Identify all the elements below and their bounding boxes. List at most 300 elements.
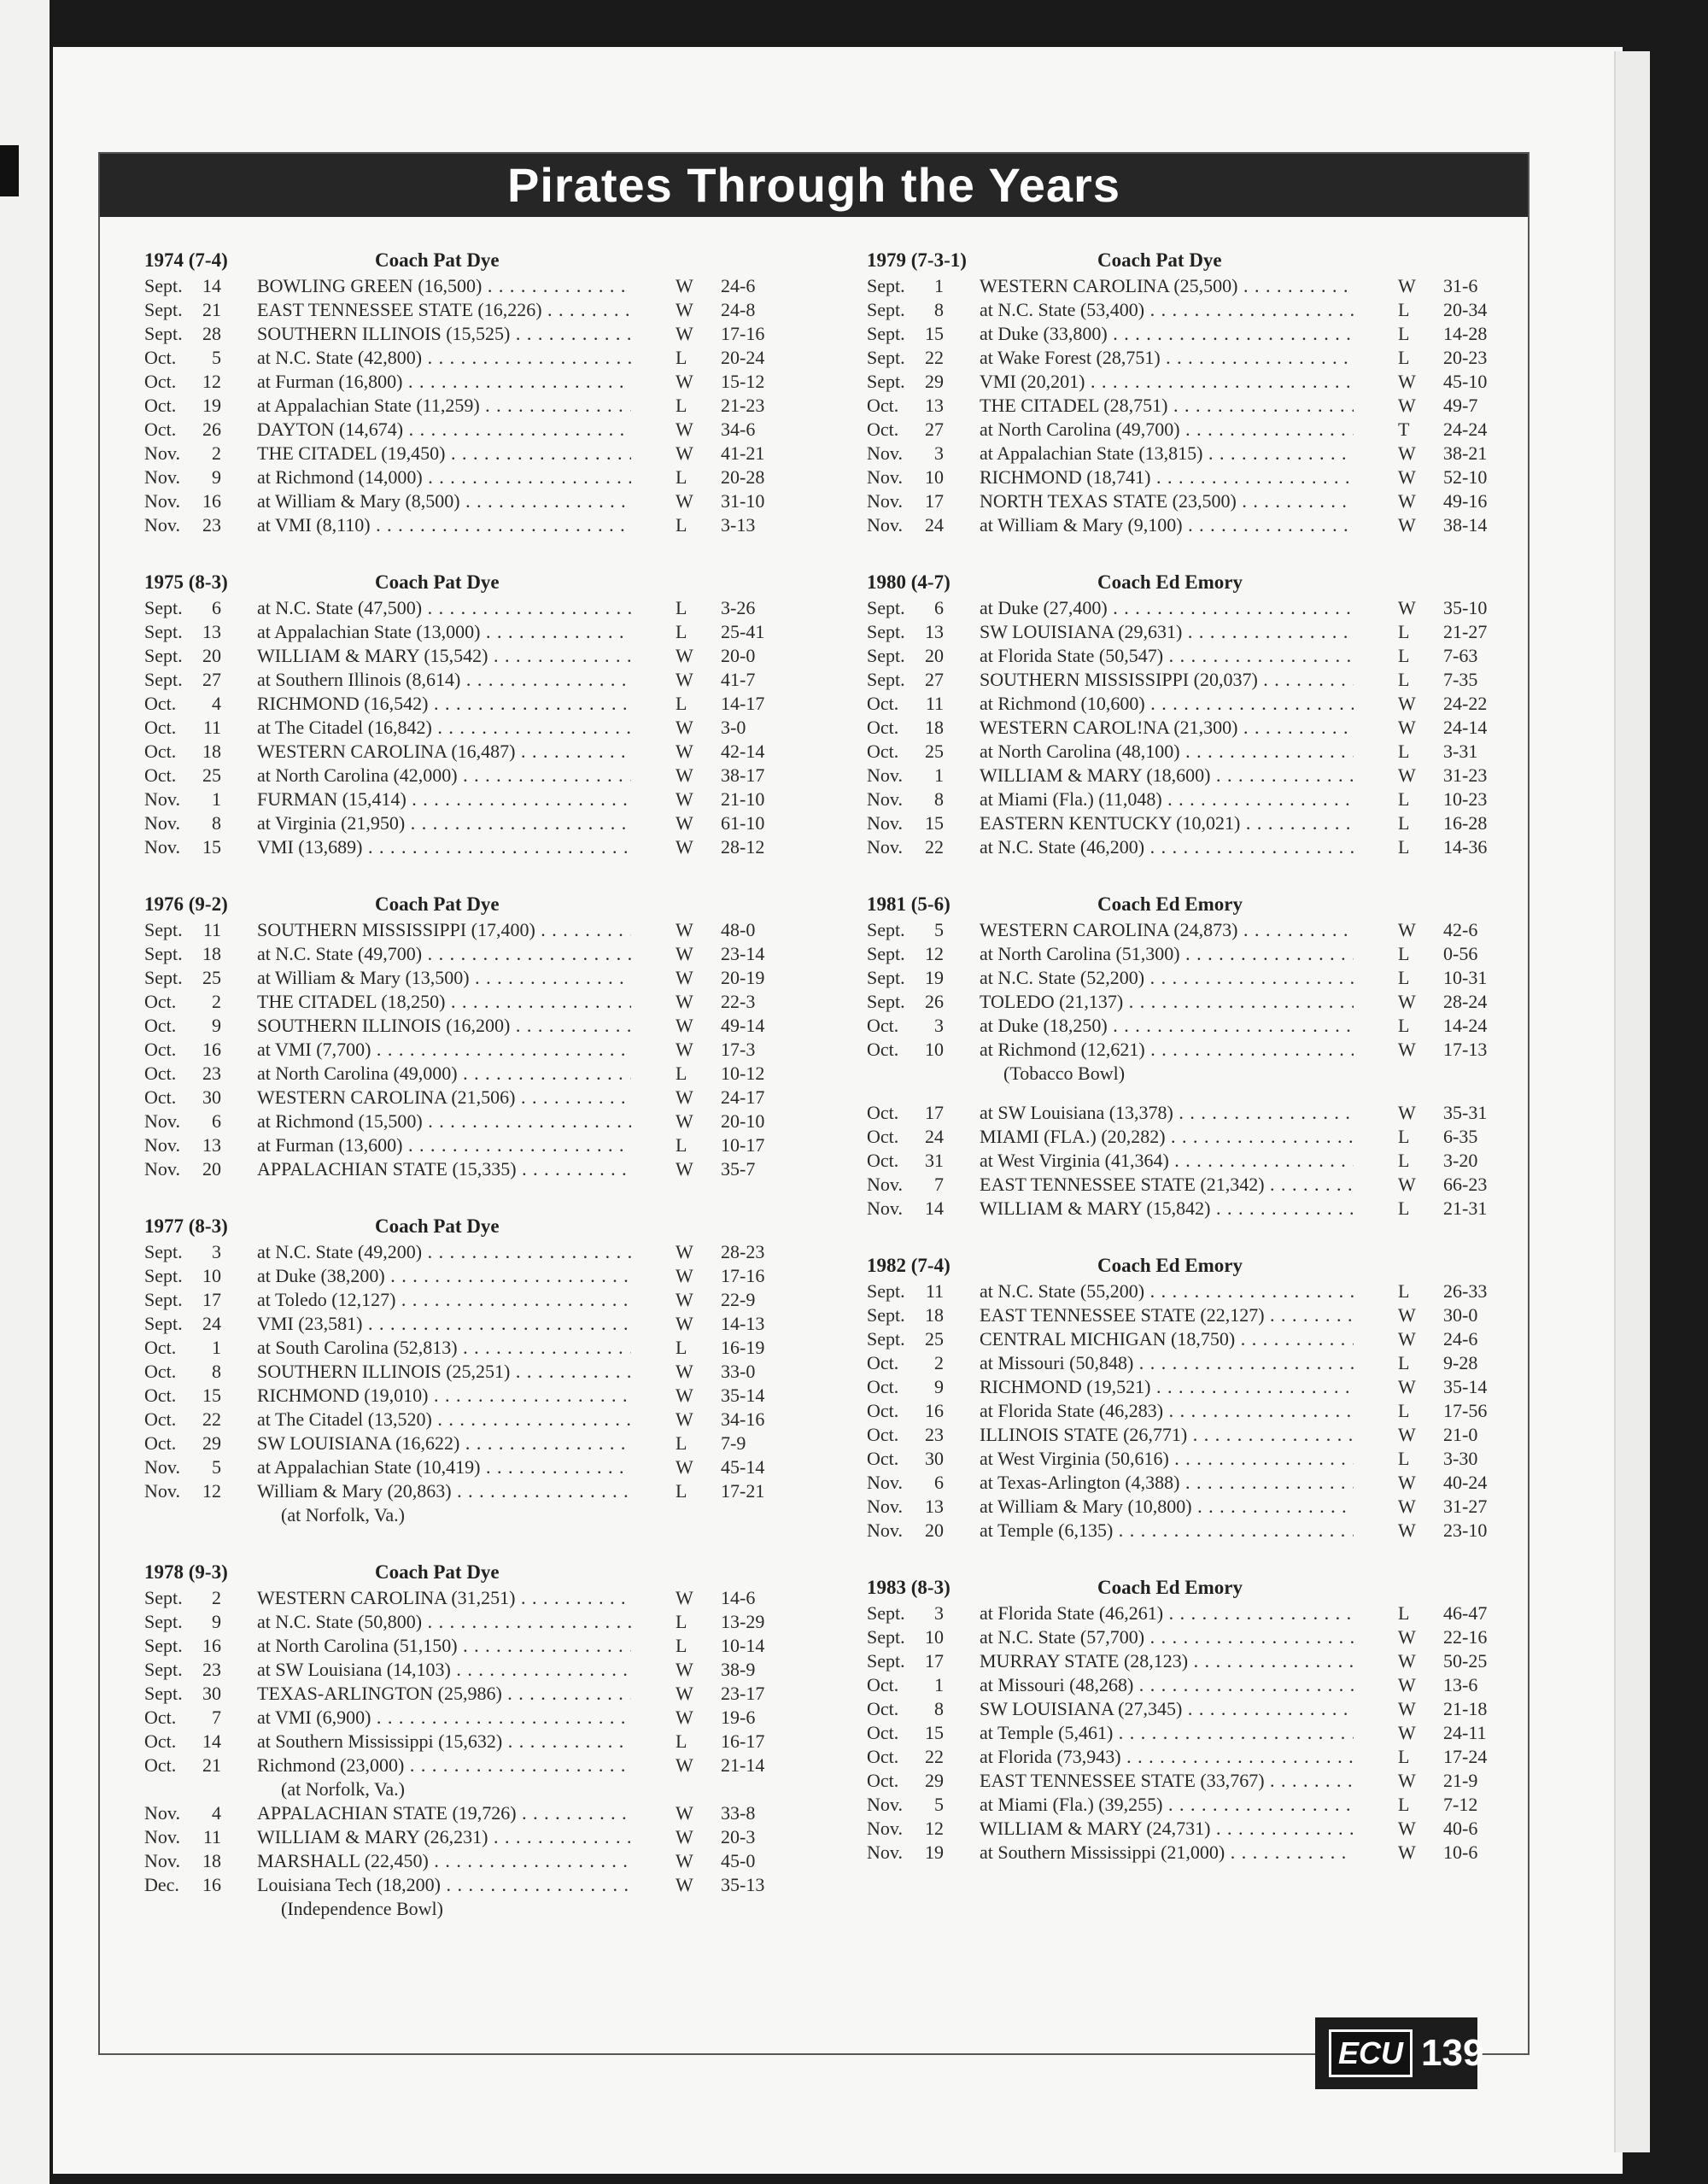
game-day: 6 <box>212 1110 221 1132</box>
season-header <box>867 571 1507 597</box>
game-opponent: at N.C. State (57,700) . . . <box>980 1626 1354 1648</box>
game-row <box>867 1472 1507 1496</box>
game-month: Sept. <box>867 943 905 964</box>
game-day: 9 <box>212 1015 221 1036</box>
game-month: Oct. <box>144 1039 177 1060</box>
game-day: 3 <box>934 1015 944 1036</box>
game-score: 45-10 <box>1443 371 1488 392</box>
game-score: 14-13 <box>721 1313 765 1334</box>
game-result: W <box>1398 764 1416 786</box>
game-result: W <box>1398 717 1416 738</box>
game-opponent: APPALACHIAN STATE (15,335) . . . <box>257 1158 631 1180</box>
game-month: Nov. <box>867 1496 903 1517</box>
game-row <box>144 1110 785 1134</box>
game-month: Sept. <box>144 621 183 642</box>
game-result: L <box>1398 299 1410 320</box>
game-score: 20-34 <box>1443 299 1488 320</box>
game-month: Sept. <box>144 323 183 344</box>
game-opponent: SW LOUISIANA (29,631) . . . <box>980 621 1354 643</box>
game-day: 23 <box>202 1063 221 1084</box>
game-day: 17 <box>925 490 944 512</box>
game-result: W <box>676 1313 693 1334</box>
game-row <box>144 1874 785 1898</box>
game-score: 21-9 <box>1443 1770 1478 1791</box>
game-month: Sept. <box>867 669 905 690</box>
game-day: 3 <box>212 1241 221 1262</box>
game-month: Oct. <box>144 395 177 416</box>
game-result: W <box>1398 490 1416 512</box>
game-opponent: at West Virginia (41,364) . . . <box>980 1150 1354 1172</box>
game-score: 45-14 <box>721 1456 765 1478</box>
game-day: 12 <box>925 1818 944 1839</box>
game-opponent: RICHMOND (19,521) . . . <box>980 1376 1354 1398</box>
game-score: 22-3 <box>721 991 756 1012</box>
game-day: 13 <box>202 621 221 642</box>
game-result: W <box>676 275 693 296</box>
game-day: 29 <box>202 1432 221 1454</box>
game-day: 1 <box>934 1674 944 1695</box>
game-opponent: at Miami (Fla.) (11,048) . . . <box>980 788 1354 811</box>
game-score: 45-0 <box>721 1850 756 1871</box>
game-result: W <box>676 1039 693 1060</box>
game-opponent: WESTERN CAROLINA (25,500) . . . <box>980 275 1354 297</box>
game-opponent: WILLIAM & MARY (24,731) . . . <box>980 1818 1354 1840</box>
game-score: 66-23 <box>1443 1174 1488 1195</box>
game-opponent: WESTERN CAROLINA (31,251) . . . <box>257 1587 631 1609</box>
game-row <box>144 764 785 788</box>
game-row <box>144 347 785 371</box>
game-day: 2 <box>934 1352 944 1373</box>
game-month: Oct. <box>144 1063 177 1084</box>
game-day: 16 <box>202 1039 221 1060</box>
game-score: 40-24 <box>1443 1472 1488 1493</box>
game-row <box>867 1015 1507 1039</box>
game-row <box>867 836 1507 860</box>
game-result: W <box>676 1265 693 1286</box>
game-opponent: at William & Mary (10,800) . . . <box>980 1496 1354 1518</box>
game-month: Oct. <box>144 1754 177 1776</box>
season-coach: Coach Ed Emory <box>1097 893 1243 915</box>
game-row <box>867 943 1507 967</box>
game-result: L <box>1398 967 1410 988</box>
game-opponent: at Duke (27,400) . . . <box>980 597 1354 619</box>
game-row <box>144 1802 785 1826</box>
game-month: Sept. <box>144 669 183 690</box>
game-result: L <box>1398 347 1410 368</box>
game-result: L <box>676 1611 687 1632</box>
game-opponent: at Texas-Arlington (4,388) . . . <box>980 1472 1354 1494</box>
game-month: Oct. <box>144 1337 177 1358</box>
game-row <box>867 1424 1507 1448</box>
game-opponent: WILLIAM & MARY (26,231) . . . <box>257 1826 631 1848</box>
game-day: 26 <box>925 991 944 1012</box>
game-score: 24-11 <box>1443 1722 1487 1743</box>
game-opponent: at Southern Mississippi (21,000) . . . <box>980 1841 1354 1864</box>
season-coach: Coach Pat Dye <box>375 1215 500 1237</box>
game-day: 22 <box>925 1746 944 1767</box>
game-opponent: at N.C. State (55,200) . . . <box>980 1280 1354 1303</box>
game-opponent: THE CITADEL (18,250) . . . <box>257 991 631 1013</box>
game-day: 29 <box>925 371 944 392</box>
game-note: (at Norfolk, Va.) <box>281 1504 405 1525</box>
season-record: 1982 (7-4) <box>867 1255 951 1276</box>
game-score: 14-28 <box>1443 323 1488 344</box>
game-score: 17-16 <box>721 1265 765 1286</box>
game-row <box>144 514 785 538</box>
game-result: L <box>1398 1400 1410 1421</box>
game-result: W <box>676 1408 693 1430</box>
game-result: W <box>1398 1102 1416 1123</box>
game-result: W <box>676 1361 693 1382</box>
game-score: 3-26 <box>721 597 756 618</box>
game-result: W <box>1398 693 1416 714</box>
game-day: 6 <box>934 1472 944 1493</box>
game-row <box>867 1722 1507 1746</box>
game-result: L <box>1398 1352 1410 1373</box>
season-record: 1981 (5-6) <box>867 893 951 915</box>
game-score: 49-16 <box>1443 490 1488 512</box>
game-row <box>144 1480 785 1504</box>
game-month: Nov. <box>867 514 903 536</box>
game-month: Dec. <box>144 1874 179 1895</box>
season-record: 1978 (9-3) <box>144 1561 228 1583</box>
game-day: 25 <box>925 741 944 762</box>
game-opponent: DAYTON (14,674) . . . <box>257 419 631 441</box>
game-opponent: at North Carolina (42,000) . . . <box>257 764 631 787</box>
game-day: 1 <box>212 788 221 810</box>
game-opponent: SOUTHERN ILLINOIS (25,251) . . . <box>257 1361 631 1383</box>
game-result: L <box>676 1063 687 1084</box>
game-month: Nov. <box>867 788 903 810</box>
game-day: 11 <box>202 717 221 738</box>
game-day: 21 <box>202 299 221 320</box>
season-record: 1975 (8-3) <box>144 571 228 593</box>
page-title: Pirates Through the Years <box>100 154 1528 217</box>
game-opponent: WILLIAM & MARY (15,842) . . . <box>980 1197 1354 1220</box>
game-row <box>867 466 1507 490</box>
game-day: 24 <box>202 1313 221 1334</box>
game-month: Oct. <box>867 1039 899 1060</box>
game-score: 21-0 <box>1443 1424 1478 1445</box>
game-row <box>144 1659 785 1683</box>
game-result: L <box>1398 323 1410 344</box>
game-opponent: at Missouri (50,848) . . . <box>980 1352 1354 1374</box>
game-result: L <box>1398 621 1410 642</box>
game-month: Sept. <box>867 919 905 940</box>
game-result: W <box>1398 1174 1416 1195</box>
game-opponent: EAST TENNESSEE STATE (21,342) . . . <box>980 1174 1354 1196</box>
game-score: 7-12 <box>1443 1794 1478 1815</box>
game-month: Oct. <box>867 1150 899 1171</box>
game-opponent: TOLEDO (21,137) . . . <box>980 991 1354 1013</box>
game-opponent: EAST TENNESSEE STATE (16,226) . . . <box>257 299 631 321</box>
season-coach: Coach Pat Dye <box>1097 249 1222 271</box>
game-day: 12 <box>925 943 944 964</box>
game-day: 30 <box>202 1683 221 1704</box>
game-month: Nov. <box>867 1197 903 1219</box>
game-opponent: at Appalachian State (10,419) . . . <box>257 1456 631 1478</box>
game-result: L <box>676 597 687 618</box>
game-opponent: at Duke (33,800) . . . <box>980 323 1354 345</box>
game-row <box>144 1086 785 1110</box>
game-score: 14-6 <box>721 1587 756 1608</box>
game-row <box>144 419 785 442</box>
game-row <box>144 693 785 717</box>
game-score: 34-16 <box>721 1408 765 1430</box>
game-score: 17-13 <box>1443 1039 1488 1060</box>
game-day: 16 <box>202 1874 221 1895</box>
game-day: 8 <box>934 299 944 320</box>
game-row <box>144 371 785 395</box>
game-row <box>144 1158 785 1182</box>
game-score: 17-56 <box>1443 1400 1488 1421</box>
game-opponent: SOUTHERN MISSISSIPPI (17,400) . . . <box>257 919 631 941</box>
game-row <box>867 371 1507 395</box>
game-day: 18 <box>202 741 221 762</box>
game-row <box>867 442 1507 466</box>
game-month: Nov. <box>144 836 180 858</box>
game-score: 26-33 <box>1443 1280 1488 1302</box>
game-day: 21 <box>202 1754 221 1776</box>
game-row <box>144 645 785 669</box>
game-result: W <box>676 490 693 512</box>
game-month: Nov. <box>867 466 903 488</box>
game-month: Sept. <box>867 323 905 344</box>
game-month: Nov. <box>867 490 903 512</box>
game-month: Oct. <box>144 991 177 1012</box>
game-row <box>144 490 785 514</box>
game-row <box>144 1063 785 1086</box>
game-score: 16-19 <box>721 1337 765 1358</box>
game-score: 35-7 <box>721 1158 756 1180</box>
game-month: Sept. <box>867 621 905 642</box>
game-result: L <box>1398 836 1410 858</box>
game-day: 28 <box>202 323 221 344</box>
game-day: 18 <box>202 943 221 964</box>
game-score: 35-31 <box>1443 1102 1488 1123</box>
game-day: 2 <box>212 991 221 1012</box>
game-score: 28-12 <box>721 836 765 858</box>
season-block <box>867 571 1507 860</box>
game-result: L <box>676 1730 687 1752</box>
game-day: 29 <box>925 1770 944 1791</box>
game-row <box>867 1626 1507 1650</box>
game-day: 16 <box>202 490 221 512</box>
game-score: 24-8 <box>721 299 756 320</box>
game-score: 34-6 <box>721 419 756 440</box>
game-row <box>867 645 1507 669</box>
game-month: Nov. <box>867 1519 903 1541</box>
game-row <box>867 1650 1507 1674</box>
game-score: 20-0 <box>721 645 756 666</box>
game-note: (at Norfolk, Va.) <box>281 1778 405 1800</box>
game-opponent: at Wake Forest (28,751) . . . <box>980 347 1354 369</box>
game-month: Oct. <box>144 419 177 440</box>
game-month: Nov. <box>867 764 903 786</box>
game-opponent: William & Mary (20,863) . . . <box>257 1480 631 1502</box>
game-opponent: WESTERN CAROL!NA (21,300) . . . <box>980 717 1354 739</box>
game-month: Oct. <box>867 1448 899 1469</box>
game-day: 13 <box>925 395 944 416</box>
game-opponent: WESTERN CAROLINA (24,873) . . . <box>980 919 1354 941</box>
game-opponent: at William & Mary (9,100) . . . <box>980 514 1354 536</box>
game-month: Sept. <box>867 1626 905 1648</box>
game-row <box>144 741 785 764</box>
game-opponent: WILLIAM & MARY (18,600) . . . <box>980 764 1354 787</box>
game-month: Oct. <box>867 1015 899 1036</box>
game-month: Nov. <box>867 836 903 858</box>
game-opponent: at Duke (38,200) . . . <box>257 1265 631 1287</box>
game-opponent: VMI (20,201) . . . <box>980 371 1354 393</box>
season-block <box>144 1561 785 1922</box>
game-day: 15 <box>202 1385 221 1406</box>
game-row <box>144 788 785 812</box>
season-coach: Coach Ed Emory <box>1097 1577 1243 1598</box>
game-row <box>144 1265 785 1289</box>
game-row <box>144 1134 785 1158</box>
left-column <box>144 249 785 1955</box>
game-result: L <box>676 693 687 714</box>
game-result: W <box>676 919 693 940</box>
game-result: L <box>1398 1746 1410 1767</box>
season-block <box>867 893 1507 1221</box>
game-month: Sept. <box>867 1304 905 1326</box>
game-day: 30 <box>202 1086 221 1108</box>
game-month: Oct. <box>144 347 177 368</box>
game-month: Sept. <box>867 1602 905 1624</box>
game-opponent: at Southern Mississippi (15,632) . . . <box>257 1730 631 1753</box>
game-score: 21-23 <box>721 395 765 416</box>
game-day: 11 <box>925 693 944 714</box>
game-month: Nov. <box>144 1134 180 1156</box>
game-score: 24-24 <box>1443 419 1488 440</box>
game-row <box>867 1352 1507 1376</box>
game-row <box>867 1280 1507 1304</box>
game-month: Nov. <box>144 1802 180 1824</box>
game-row <box>867 323 1507 347</box>
game-row <box>144 1826 785 1850</box>
game-result: W <box>676 1850 693 1871</box>
game-score: 52-10 <box>1443 466 1488 488</box>
game-result: L <box>1398 1280 1410 1302</box>
game-month: Sept. <box>144 1265 183 1286</box>
game-month: Sept. <box>867 275 905 296</box>
game-row <box>144 1730 785 1754</box>
game-result: W <box>676 943 693 964</box>
game-month: Sept. <box>144 967 183 988</box>
game-row <box>867 1519 1507 1543</box>
game-month: Oct. <box>867 1352 899 1373</box>
game-day: 18 <box>925 1304 944 1326</box>
game-result: W <box>1398 1722 1416 1743</box>
game-opponent: at Florida State (46,283) . . . <box>980 1400 1354 1422</box>
game-month: Oct. <box>867 1424 899 1445</box>
game-day: 3 <box>934 1602 944 1624</box>
game-result: L <box>1398 1448 1410 1469</box>
game-row <box>144 275 785 299</box>
game-month: Oct. <box>144 1408 177 1430</box>
game-score: 16-17 <box>721 1730 765 1752</box>
game-row <box>867 1150 1507 1174</box>
game-score: 30-0 <box>1443 1304 1478 1326</box>
game-score: 7-9 <box>721 1432 746 1454</box>
game-score: 3-0 <box>721 717 746 738</box>
game-month: Oct. <box>867 717 899 738</box>
game-month: Nov. <box>867 1472 903 1493</box>
game-score: 14-17 <box>721 693 765 714</box>
game-day: 15 <box>925 812 944 834</box>
season-record: 1980 (4-7) <box>867 571 951 593</box>
game-result: W <box>1398 919 1416 940</box>
season-record: 1977 (8-3) <box>144 1215 228 1237</box>
game-score: 20-23 <box>1443 347 1488 368</box>
game-opponent: EAST TENNESSEE STATE (33,767) . . . <box>980 1770 1354 1792</box>
season-header <box>867 1577 1507 1602</box>
season-record: 1983 (8-3) <box>867 1577 951 1598</box>
game-month: Oct. <box>144 717 177 738</box>
game-score: 3-13 <box>721 514 756 536</box>
game-score: 61-10 <box>721 812 765 834</box>
game-score: 33-0 <box>721 1361 756 1382</box>
season-record: 1974 (7-4) <box>144 249 228 271</box>
game-score: 10-14 <box>721 1635 765 1656</box>
game-day: 27 <box>925 669 944 690</box>
game-day: 14 <box>202 275 221 296</box>
game-result: W <box>676 1086 693 1108</box>
season-header <box>144 249 785 275</box>
game-opponent: SOUTHERN ILLINOIS (16,200) . . . <box>257 1015 631 1037</box>
game-row <box>144 621 785 645</box>
game-opponent: at N.C. State (49,200) . . . <box>257 1241 631 1263</box>
game-opponent: CENTRAL MICHIGAN (18,750) . . . <box>980 1328 1354 1350</box>
game-result: L <box>676 1337 687 1358</box>
game-result: W <box>676 991 693 1012</box>
game-month: Nov. <box>867 442 903 464</box>
game-result: W <box>676 812 693 834</box>
game-score: 38-21 <box>1443 442 1488 464</box>
game-score: 49-7 <box>1443 395 1478 416</box>
game-day: 26 <box>202 419 221 440</box>
game-opponent: SOUTHERN MISSISSIPPI (20,037) . . . <box>980 669 1354 691</box>
game-row <box>867 1039 1507 1063</box>
game-month: Sept. <box>867 1328 905 1350</box>
game-result: W <box>676 1659 693 1680</box>
game-month: Nov. <box>144 1480 180 1502</box>
game-opponent: at N.C. State (42,800) . . . <box>257 347 631 369</box>
game-opponent: ILLINOIS STATE (26,771) . . . <box>980 1424 1354 1446</box>
game-day: 9 <box>212 1611 221 1632</box>
game-score: 23-14 <box>721 943 765 964</box>
right-column <box>867 249 1507 1899</box>
game-result: L <box>1398 1794 1410 1815</box>
game-row <box>867 764 1507 788</box>
game-row <box>867 919 1507 943</box>
game-day: 17 <box>925 1650 944 1672</box>
game-opponent: at North Carolina (49,000) . . . <box>257 1063 631 1085</box>
game-score: 28-24 <box>1443 991 1488 1012</box>
game-row <box>144 1337 785 1361</box>
game-score: 35-13 <box>721 1874 765 1895</box>
game-month: Oct. <box>144 1015 177 1036</box>
game-row <box>144 597 785 621</box>
game-score: 14-24 <box>1443 1015 1488 1036</box>
season-coach: Coach Pat Dye <box>375 571 500 593</box>
game-score: 35-14 <box>721 1385 765 1406</box>
game-row <box>867 1602 1507 1626</box>
season-header <box>144 1561 785 1587</box>
game-month: Nov. <box>144 1826 180 1847</box>
game-day: 17 <box>202 1289 221 1310</box>
